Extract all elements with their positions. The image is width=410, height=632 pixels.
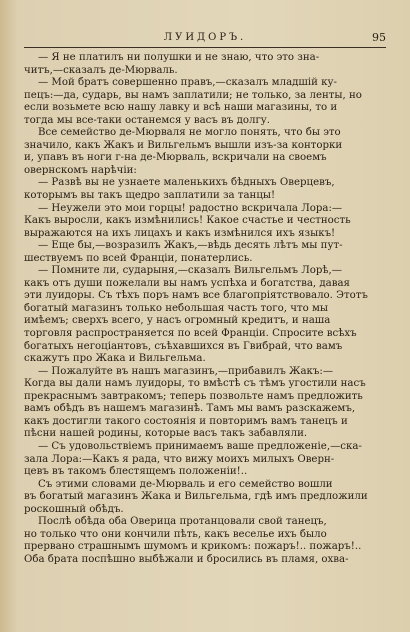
text-line: шествуемъ по всей Франціи, понатерлись. bbox=[24, 252, 253, 264]
text-line: торговля распространяется по всей Франціи. Спросите всѣхъ bbox=[24, 328, 357, 340]
text-line: овернскомъ нарѣчіи: bbox=[24, 164, 137, 176]
text-line: — Еще бы,—возразилъ Жакъ,—вѣдь десять лѣтъ мы пут- bbox=[38, 240, 343, 252]
text-line: читъ,—сказалъ де-Мюрваль. bbox=[24, 64, 178, 76]
page-header bbox=[24, 30, 386, 46]
text-line: но только что они кончили пѣть, какъ веселье ихъ было bbox=[24, 528, 327, 540]
text-line: которымъ вы такъ щедро заплатили за танцы! bbox=[24, 190, 276, 202]
text-line: пѣсни нашей родины, которые васъ такъ забавляли. bbox=[24, 428, 308, 440]
text-line: пецъ:—да, сударь, вы намъ заплатили; не только, за ленты, но bbox=[24, 89, 362, 101]
text-line: — Помните ли, сударыня,—сказалъ Вильгельмъ Лорѣ,— bbox=[38, 265, 342, 277]
text-line: Оба брата поспѣшно выбѣжали и бросились въ пламя, охва- bbox=[24, 553, 349, 565]
page-number: 95 bbox=[372, 31, 386, 44]
text-line: прекраснымъ завтракомъ; теперь позвольте намъ предложить bbox=[24, 390, 363, 402]
text-line: — Мой братъ совершенно правъ,—сказалъ младшій ку- bbox=[38, 77, 337, 89]
text-line: роскошный обѣдъ. bbox=[24, 503, 124, 515]
text-line: какъ достигли такого состоянія и повторимъ вамъ танецъ и bbox=[24, 415, 348, 427]
text-line: скажутъ про Жака и Вильгельма. bbox=[24, 353, 206, 365]
running-title: ЛУИДОРЪ. bbox=[163, 32, 247, 43]
text-line: — Съ удовольствіемъ принимаемъ ваше предложеніе,—ска- bbox=[38, 440, 362, 452]
header-rule bbox=[24, 47, 386, 48]
text-line: — Я не платилъ ни полушки и не знаю, что это зна- bbox=[38, 52, 320, 63]
text-line: вамъ обѣдъ въ нашемъ магазинѣ. Тамъ мы вамъ разскажемъ, bbox=[24, 403, 356, 415]
text-line: въ богатый магазинъ Жака и Вильгельма, гдѣ имъ предложили bbox=[24, 491, 368, 503]
text-line: Какъ выросли, какъ измѣнились! Какое счастье и честность bbox=[24, 215, 351, 227]
text-line: значило, какъ Жакъ и Вильгельмъ вышли изъ-за конторки bbox=[24, 139, 343, 151]
text-line: — Пожалуйте въ нашъ магазинъ,—прибавилъ Жакъ:— bbox=[38, 365, 334, 377]
text-line: зала Лора:—Какъ я рада, что вижу моихъ милыхъ Оверн- bbox=[24, 453, 335, 465]
text-line: — Неужели это мои горцы! радостно вскричала Лора:— bbox=[38, 202, 343, 214]
text-line: — Развѣ вы не узнаете маленькихъ бѣдныхъ Оверцевъ, bbox=[38, 177, 335, 189]
text-line: какъ отъ души пожелали вы намъ успѣха и богатства, давая bbox=[24, 277, 350, 289]
text-line: Съ этими словами де-Мюрваль и его семейство вошли bbox=[38, 478, 333, 490]
text-line: богатый магазинъ только небольшая часть того, что мы bbox=[24, 302, 328, 314]
text-line: имѣемъ; сверхъ всего, у насъ огромный кредитъ, и наша bbox=[24, 315, 331, 327]
text-line: Когда вы дали намъ луидоры, то вмѣстѣ съ тѣмъ угостили насъ bbox=[24, 378, 366, 390]
text-line: тогда мы все-таки останемся у васъ въ долгу. bbox=[24, 114, 271, 126]
text-line: цевъ въ такомъ блестящемъ положеніи!.. bbox=[24, 466, 248, 478]
text-line: если возьмете всю нашу лавку и всѣ наши магазины, то и bbox=[24, 102, 338, 114]
text-line: выражаются на ихъ лицахъ и какъ измѣнился ихъ языкъ! bbox=[24, 227, 336, 239]
text-line: Все семейство де-Мюрваля не могло понять, что бы это bbox=[38, 127, 341, 139]
text-line: богатыхъ негоціантовъ, съѣхавшихся въ Гвибрай, что вамъ bbox=[24, 340, 343, 352]
text-line: Послѣ обѣда оба Оверица протанцовали свой танецъ, bbox=[38, 516, 327, 528]
text-line: и, упавъ въ ноги г-на де-Мюрваль, вскричали на своемъ bbox=[24, 152, 327, 164]
text-line: эти луидоры. Съ тѣхъ поръ намъ все благопріятствовало. Этотъ bbox=[24, 290, 368, 302]
body-text bbox=[24, 52, 386, 566]
text-line: прервано страшнымъ шумомъ и крикомъ: пожаръ!.. пожаръ!.. bbox=[24, 541, 362, 553]
